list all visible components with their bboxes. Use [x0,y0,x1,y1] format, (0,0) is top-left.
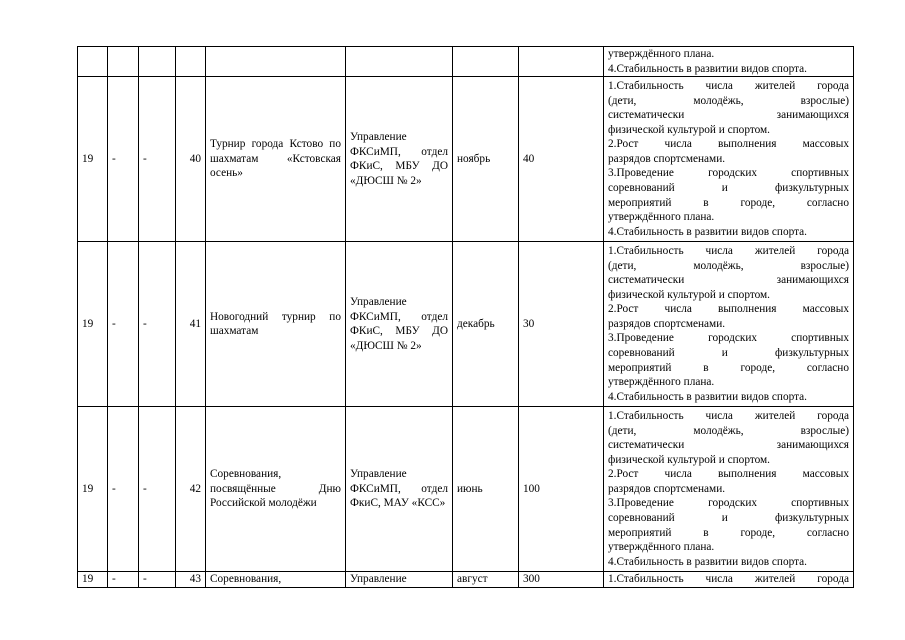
expected-results-cell [604,407,854,572]
result-line: 4.Стабильность в развитии видов спорта. [608,225,808,238]
table-row [78,407,854,572]
code-cell [78,47,108,77]
month-cell: июнь [453,407,519,572]
result-line: соревнований и физкультурных [608,182,849,195]
result-line: систематически занимающихся [608,109,849,122]
result-line: (дети, молодёжь, взрослые) [608,94,849,107]
result-line: соревнований и физкультурных [608,512,849,525]
month-cell: август [453,572,519,588]
result-line: разрядов спортсменами. [608,317,726,330]
code-cell: 19 [78,242,108,407]
result-line: (дети, молодёжь, взрослые) [608,424,849,437]
result-line: утверждённого плана. [608,541,715,554]
participants-cell: 40 [519,77,604,242]
expected-results-cell [604,47,854,77]
expected-results-cell [604,77,854,242]
result-line: мероприятий в городе, согласно [608,526,849,539]
event-name-cell: Соревнования, [206,572,346,588]
number-cell: 42 [176,407,206,572]
number-cell: 41 [176,242,206,407]
result-line: 2.Рост числа выполнения массовых [608,138,849,151]
participants-cell [519,47,604,77]
organizer-cell: Управление ФКСиМП, отдел ФкиС, МАУ «КСС» [346,407,453,572]
participants-cell: 30 [519,242,604,407]
subcode2-cell: - [139,572,176,588]
result-line: физической культурой и спортом. [608,453,771,466]
result-line: 2.Рост числа выполнения массовых [608,303,849,316]
subcode-cell: - [108,242,139,407]
result-line: 1.Стабильность числа жителей города [608,573,849,586]
subcode-cell: - [108,572,139,588]
result-line: 4.Стабильность в развитии видов спорта. [608,390,808,403]
result-line: 4.Стабильность в развитии видов спорта. [608,62,808,75]
month-cell [453,47,519,77]
result-line: 4.Стабильность в развитии видов спорта. [608,555,808,568]
result-line: 1.Стабильность числа жителей города [608,244,849,257]
result-line: систематически занимающихся [608,439,849,452]
code-cell: 19 [78,407,108,572]
result-line: утверждённого плана. [608,211,715,224]
table-row [78,572,854,588]
organizer-cell: Управление ФКСиМП, отдел ФКиС, МБУ ДО «ДЮСШ № 2» [346,242,453,407]
result-line: 1.Стабильность числа жителей города [608,409,849,422]
month-cell: декабрь [453,242,519,407]
expected-results-cell [604,572,854,588]
number-cell: 40 [176,77,206,242]
result-line: утверждённого плана. [608,376,715,389]
result-line: 3.Проведение городских спортивных [608,167,849,180]
event-name-cell: Новогодний турнир по шахматам [206,242,346,407]
organizer-cell: Управление ФКСиМП, отдел ФКиС, МБУ ДО «ДЮСШ № 2» [346,77,453,242]
result-line: мероприятий в городе, согласно [608,361,849,374]
table-row [78,47,854,77]
organizer-cell: Управление [346,572,453,588]
table-row [78,77,854,242]
result-line: разрядов спортсменами. [608,482,726,495]
participants-cell: 100 [519,407,604,572]
result-line: разрядов спортсменами. [608,152,726,165]
subcode2-cell: - [139,77,176,242]
table-row [78,242,854,407]
number-cell: 43 [176,572,206,588]
code-cell: 19 [78,572,108,588]
event-name-cell: Соревнования, посвящённые Дню Российской молодёжи [206,407,346,572]
result-line: 2.Рост числа выполнения массовых [608,468,849,481]
result-line: систематически занимающихся [608,274,849,287]
result-line: 3.Проведение городских спортивных [608,332,849,345]
organizer-cell [346,47,453,77]
subcode2-cell: - [139,242,176,407]
sports-events-table [77,46,854,588]
result-line: мероприятий в городе, согласно [608,196,849,209]
number-cell [176,47,206,77]
result-line: (дети, молодёжь, взрослые) [608,259,849,272]
result-line: физической культурой и спортом. [608,123,771,136]
subcode-cell: - [108,407,139,572]
subcode2-cell [139,47,176,77]
result-line: утверждённого плана. [608,48,715,60]
result-line: 1.Стабильность числа жителей города [608,79,849,92]
result-line: физической культурой и спортом. [608,288,771,301]
month-cell: ноябрь [453,77,519,242]
result-line: соревнований и физкультурных [608,347,849,360]
expected-results-cell [604,242,854,407]
event-name-cell: Турнир города Кстово по шахматам «Кстовская осень» [206,77,346,242]
code-cell: 19 [78,77,108,242]
subcode-cell [108,47,139,77]
subcode-cell: - [108,77,139,242]
subcode2-cell: - [139,407,176,572]
result-line: 3.Проведение городских спортивных [608,497,849,510]
participants-cell: 300 [519,572,604,588]
event-name-cell [206,47,346,77]
